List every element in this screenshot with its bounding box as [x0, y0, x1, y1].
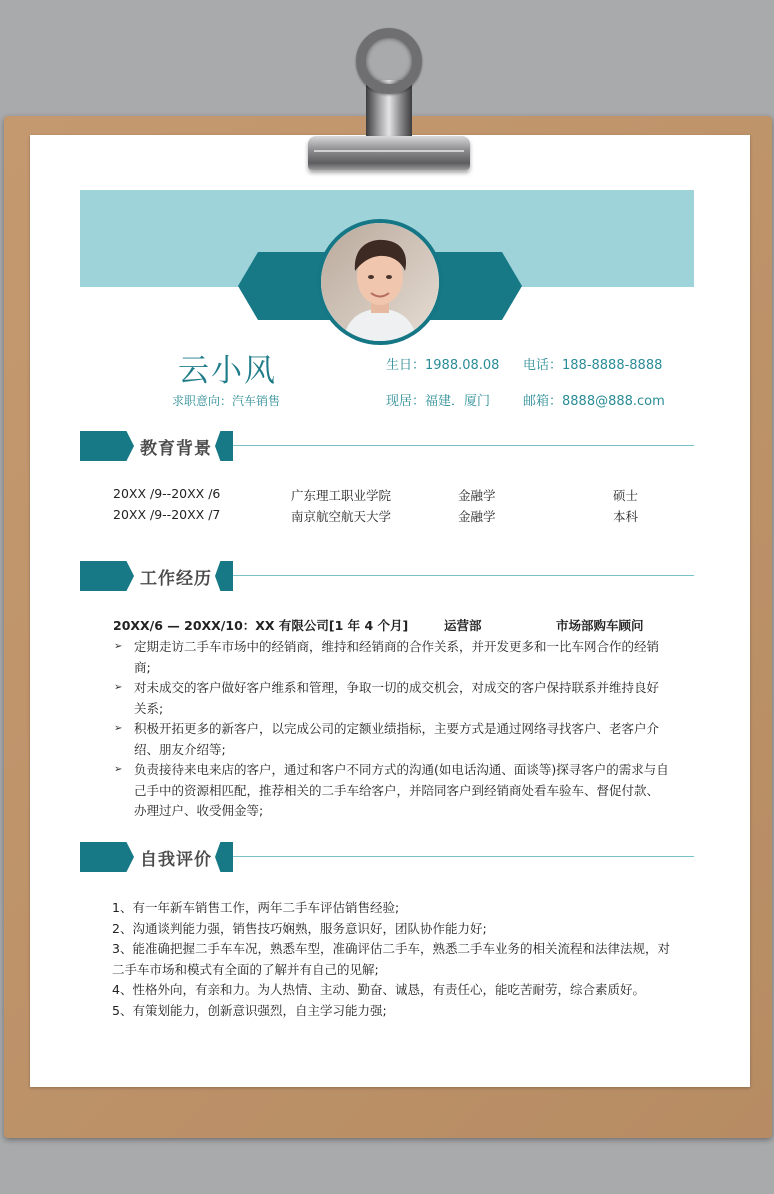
work-position: 市场部购车顾问 [556, 618, 644, 633]
phone-info: 电话：188-8888-8888 [523, 358, 663, 373]
self-eval-list [112, 898, 672, 1021]
list-item: 4、性格外向，有亲和力。为人热情、主动、勤奋、诚恳，有责任心，能吃苦耐劳，综合素质好。 [112, 982, 645, 997]
arrow-bullet-icon: ➢ [114, 641, 123, 652]
section-title: 工作经历 [140, 569, 212, 589]
education-row [113, 486, 673, 504]
residence-info: 现居：福建．厦门 [386, 394, 491, 409]
section-header-work [80, 561, 694, 593]
work-department: 运营部 [444, 618, 482, 633]
list-item: ➢ 负责接待来电来店的客户，通过和客户不同方式的沟通(如电话沟通、面谈等)探寻客户的需求与自己手中的资源相匹配，推荐相关的二手车给客户，并陪同客户到经销商处看车验车、督促付款、办理过户、收受佣金等; [114, 762, 669, 818]
list-item: 2、沟通谈判能力强，销售技巧娴熟，服务意识好，团队协作能力好; [112, 920, 487, 936]
birth-info: 生日：1988.08.08 [386, 358, 500, 373]
binder-clip [300, 24, 476, 176]
list-item: ➢ 定期走访二手车市场中的经销商，维持和经销商的合作关系，并开发更多和一比车网合作的经销商; [114, 639, 660, 675]
section-header-education [80, 431, 694, 463]
list-item: 3、能准确把握二手车车况，熟悉车型，准确评估二手车，熟悉二手车业务的相关流程和法律法规，对二手车市场和模式有全面的了解并有自己的见解; [112, 941, 670, 977]
edu-period: 20XX /9--20XX /6 [113, 486, 221, 501]
edu-major: 金融学 [458, 488, 496, 503]
job-intent: 求职意向：汽车销售 [172, 394, 281, 408]
work-period-company: 20XX/6 — 20XX/10：XX 有限公司[1 年 4 个月] [113, 618, 409, 633]
list-item: ➢ 积极开拓更多的新客户，以完成公司的定额业绩指标，主要方式是通过网络寻找客户、老客户介绍、朋友介绍等; [114, 721, 660, 757]
edu-period: 20XX /9--20XX /7 [113, 507, 221, 522]
edu-degree: 本科 [613, 509, 639, 524]
section-title: 自我评价 [140, 850, 212, 870]
list-item: ➢ 对未成交的客户做好客户维系和管理，争取一切的成交机会，对成交的客户保持联系并维持良好关系; [114, 680, 660, 716]
arrow-bullet-icon: ➢ [114, 764, 123, 775]
edu-school: 广东理工职业学院 [291, 488, 392, 503]
list-item: 5、有策划能力，创新意识强烈，自主学习能力强; [112, 1002, 387, 1018]
arrow-bullet-icon: ➢ [114, 682, 123, 693]
education-row [113, 507, 673, 525]
edu-degree: 硕士 [613, 488, 639, 503]
section-header-self-eval [80, 842, 694, 874]
list-item: 1、有一年新车销售工作，两年二手车评估销售经验; [112, 900, 400, 915]
section-title: 教育背景 [140, 439, 212, 459]
arrow-bullet-icon: ➢ [114, 723, 123, 734]
email-info: 邮箱：8888@888.com [523, 394, 665, 409]
edu-school: 南京航空航天大学 [291, 509, 392, 524]
avatar [317, 219, 443, 345]
work-duties [110, 637, 670, 822]
candidate-name: 云小风 [178, 353, 277, 389]
edu-major: 金融学 [458, 509, 496, 524]
